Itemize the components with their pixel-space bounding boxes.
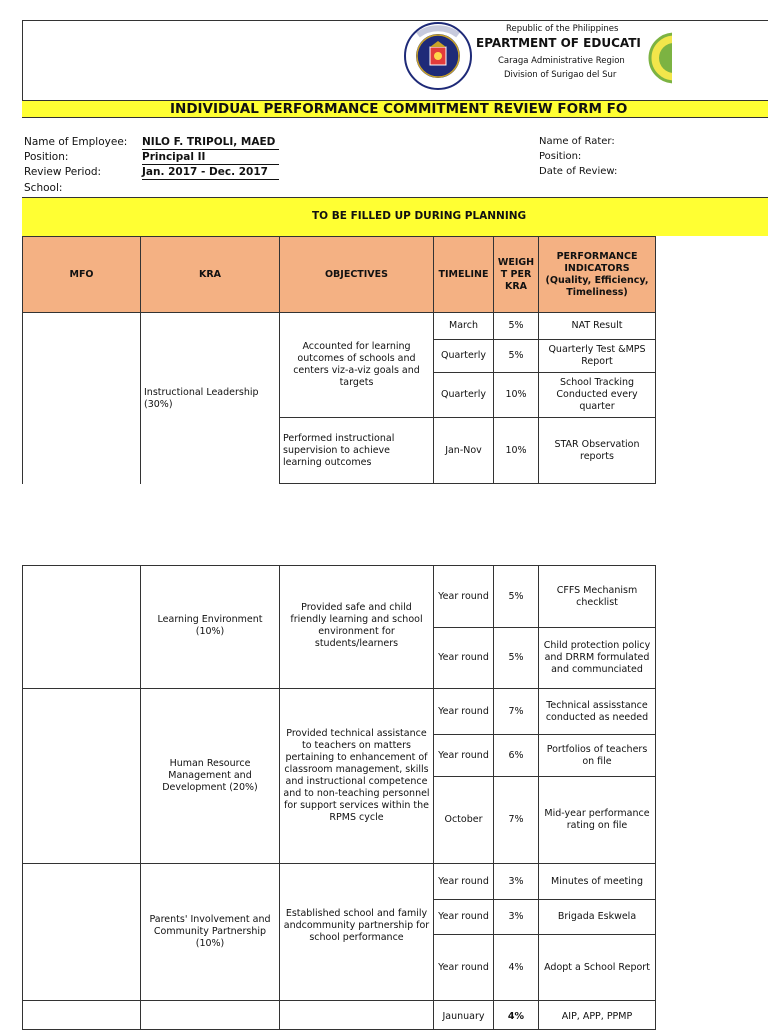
s3-r2-timeline: Year round (433, 734, 494, 777)
col-header-weight: WEIGH T PER KRA (493, 236, 539, 313)
header-region: Caraga Administrative Region (498, 56, 625, 66)
s2-mfo-cell (22, 565, 141, 689)
s1-objective-b: Performed instructional supervision to achieve learning outcomes (279, 417, 434, 484)
school-label: School: (24, 182, 63, 194)
planning-banner-text: TO BE FILLED UP DURING PLANNING (312, 210, 527, 222)
s3-r3-timeline: October (433, 776, 494, 864)
position-value: Principal II (142, 150, 279, 165)
rater-name-label: Name of Rater: (539, 136, 615, 147)
s4-objective: Established school and family andcommunity partnership for school performance (279, 863, 434, 1001)
header-republic: Republic of the Philippines (506, 24, 619, 34)
s1-mfo-cell (22, 312, 141, 484)
s1-r2-weight: 5% (493, 339, 539, 373)
s3-r3-weight: 7% (493, 776, 539, 864)
s3-r1-weight: 7% (493, 688, 539, 735)
s1-r3-indicator: School Tracking Conducted every quarter (538, 372, 656, 418)
s4-r3-indicator: Adopt a School Report (538, 934, 656, 1001)
s4-r3-timeline: Year round (433, 934, 494, 1001)
s4-r2-weight: 3% (493, 899, 539, 935)
s5-r1-timeline: Jaunuary (433, 1000, 494, 1030)
rater-position-label: Position: (539, 151, 582, 162)
form-title: INDIVIDUAL PERFORMANCE COMMITMENT REVIEW FORM FO (170, 101, 628, 117)
s4-r2-timeline: Year round (433, 899, 494, 935)
s5-r1-indicator: AIP, APP, PPMP (538, 1000, 656, 1030)
review-date-label: Date of Review: (539, 166, 618, 177)
s1-r3-timeline: Quarterly (433, 372, 494, 418)
s2-r1-indicator: CFFS Mechanism checklist (538, 565, 656, 628)
s2-r2-weight: 5% (493, 627, 539, 689)
s2-objective: Provided safe and child friendly learning and school environment for students/learners (279, 565, 434, 689)
s4-mfo-cell (22, 863, 141, 1001)
col-header-timeline: TIMELINE (433, 236, 494, 313)
s5-kra-cell (140, 1000, 280, 1030)
review-period-value: Jan. 2017 - Dec. 2017 (142, 165, 279, 180)
s1-r1-weight: 5% (493, 312, 539, 340)
s3-r1-indicator: Technical assisstance conducted as needed (538, 688, 656, 735)
s3-kra: Human Resource Management and Development (20%) (140, 688, 280, 864)
deped-seal-logo (398, 21, 478, 91)
s3-objective: Provided technical assistance to teachers on matters pertaining to enhancement of classroom management, skills and instructional competence and to non-teaching personnel for support services within the RPMS cycle (279, 688, 434, 864)
s2-r2-timeline: Year round (433, 627, 494, 689)
s3-r2-weight: 6% (493, 734, 539, 777)
s5-objective-cell (279, 1000, 434, 1030)
s5-mfo-cell (22, 1000, 141, 1030)
s2-kra: Learning Environment (10%) (140, 565, 280, 689)
s1-objective-a: Accounted for learning outcomes of schools and centers viz-a-viz goals and targets (279, 312, 434, 418)
employee-name-label: Name of Employee: (24, 136, 128, 148)
s1-r1-timeline: March (433, 312, 494, 340)
s2-r1-timeline: Year round (433, 565, 494, 628)
s5-r1-weight: 4% (493, 1000, 539, 1030)
s2-r2-indicator: Child protection policy and DRRM formulated and communciated (538, 627, 656, 689)
col-header-kra: KRA (140, 236, 280, 313)
s3-r3-indicator: Mid-year performance rating on file (538, 776, 656, 864)
s4-r1-timeline: Year round (433, 863, 494, 900)
employee-name-value: NILO F. TRIPOLI, MAED (142, 135, 279, 150)
s2-r1-weight: 5% (493, 565, 539, 628)
review-period-label: Review Period: (24, 166, 102, 178)
s4-r1-weight: 3% (493, 863, 539, 900)
s1-r1-indicator: NAT Result (538, 312, 656, 340)
col-header-indicators: PERFORMANCE INDICATORS (Quality, Efficiency, Timeliness) (538, 236, 656, 313)
s1-r3-weight: 10% (493, 372, 539, 418)
s4-r3-weight: 4% (493, 934, 539, 1001)
division-logo-partial (648, 32, 672, 84)
s3-r1-timeline: Year round (433, 688, 494, 735)
s1-r4-timeline: Jan-Nov (433, 417, 494, 484)
s4-r2-indicator: Brigada Eskwela (538, 899, 656, 935)
header-department: EPARTMENT OF EDUCATI (476, 36, 641, 50)
s4-r1-indicator: Minutes of meeting (538, 863, 656, 900)
s1-r2-indicator: Quarterly Test &MPS Report (538, 339, 656, 373)
s3-r2-indicator: Portfolios of teachers on file (538, 734, 656, 777)
s1-r4-indicator: STAR Observation reports (538, 417, 656, 484)
position-label: Position: (24, 151, 69, 163)
col-header-mfo: MFO (22, 236, 141, 313)
s1-r2-timeline: Quarterly (433, 339, 494, 373)
header-division: Division of Surigao del Sur (504, 70, 617, 80)
s4-kra: Parents' Involvement and Community Partnership (10%) (140, 863, 280, 1001)
s1-kra: Instructional Leadership (30%) (140, 312, 280, 484)
form-title-bar (22, 100, 768, 118)
s1-r4-weight: 10% (493, 417, 539, 484)
s3-mfo-cell (22, 688, 141, 864)
col-header-objectives: OBJECTIVES (279, 236, 434, 313)
planning-banner (22, 197, 768, 236)
